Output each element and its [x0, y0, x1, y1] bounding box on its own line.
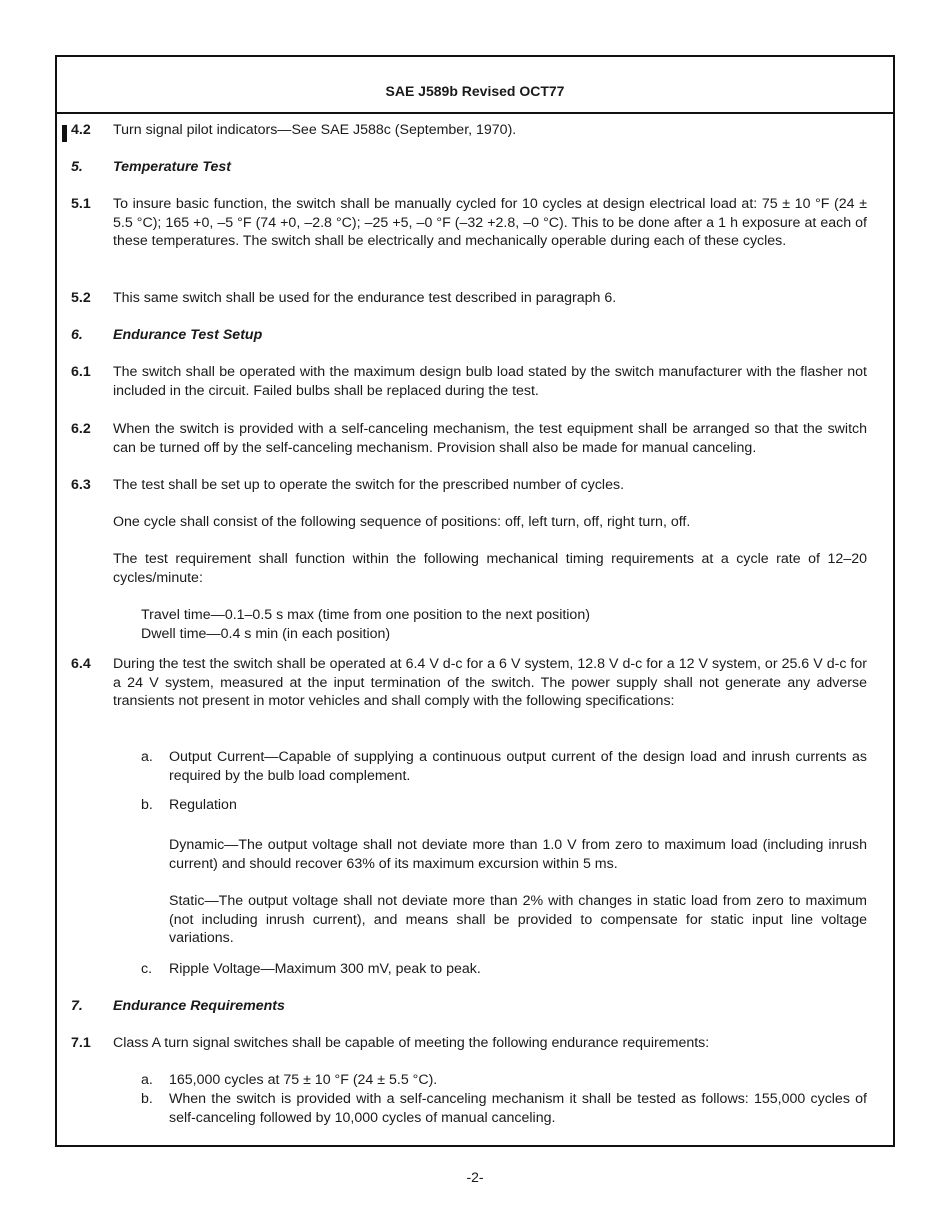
section-text: Class A turn signal switches shall be capable of meeting the following endurance requirements:: [113, 1035, 710, 1051]
list-label: b.: [141, 797, 153, 813]
section-heading: Temperature Test: [113, 159, 232, 175]
paragraph: Static—The output voltage shall not deviate more than 2% with changes in static load from zero to maximum (not including inrush current), and means shall be provided to compensate for static input line voltage variations.: [169, 893, 867, 946]
section-text: The switch shall be operated with the maximum design bulb load stated by the switch manufacturer with the flasher not included in the circuit. Failed bulbs shall be replaced during the test.: [113, 364, 867, 399]
section-number: 6.4: [71, 656, 91, 672]
section-text: The test shall be set up to operate the switch for the prescribed number of cycles.: [113, 477, 625, 493]
section-text: To insure basic function, the switch shall be manually cycled for 10 cycles at design electrical load at: 75 ± 10 °F (24 ± 5.5 °C); 165 +0, –5 °F (74 +0, –2.8 °C); –25 +5, –0 °F (–32 +2.8, –0 °C). This to be done after a 1 h exposure at each of these temperatures. The switch shall be electrically and mechanically operable during each of these cycles.: [113, 196, 867, 249]
travel-time: Travel time—0.1–0.5 s max (time from one position to the next position): [141, 607, 590, 623]
section-text: When the switch is provided with a self-canceling mechanism, the test equipment shall be arranged so that the switch can be turned off by the self-canceling mechanism. Provision shall also be made for manual canceling.: [113, 421, 867, 456]
section-text: This same switch shall be used for the endurance test described in paragraph 6.: [113, 290, 617, 306]
document-header: [57, 57, 893, 114]
list-text: When the switch is provided with a self-canceling mechanism it shall be tested as follows: 155,000 cycles of self-canceling followed by 10,000 cycles of manual canceling.: [169, 1091, 867, 1126]
document-frame: [55, 55, 895, 1147]
section-number: 4.2: [71, 122, 91, 138]
document-title: SAE J589b Revised OCT77: [385, 83, 565, 99]
list-label: b.: [141, 1091, 153, 1107]
page-number: -2-: [466, 1169, 484, 1185]
section-number: 5.1: [71, 196, 91, 212]
list-text: 165,000 cycles at 75 ± 10 °F (24 ± 5.5 °C).: [169, 1072, 438, 1088]
section-number: 7.: [71, 998, 83, 1014]
section-text: During the test the switch shall be operated at 6.4 V d-c for a 6 V system, 12.8 V d-c for a 12 V system, or 25.6 V d-c for a 24 V system, measured at the input termination of the switch. The power supply shall not generate any adverse transients not present in motor vehicles and shall comply with the following specifications:: [113, 656, 867, 709]
list-label: a.: [141, 749, 153, 765]
list-text: Ripple Voltage—Maximum 300 mV, peak to peak.: [169, 961, 481, 977]
section-number: 6.: [71, 327, 83, 343]
section-number: 6.3: [71, 477, 91, 493]
list-text: Regulation: [169, 797, 237, 813]
paragraph: One cycle shall consist of the following sequence of positions: off, left turn, off, right turn, off.: [113, 514, 691, 530]
section-number: 5.2: [71, 290, 91, 306]
list-label: a.: [141, 1072, 153, 1088]
section-heading: Endurance Test Setup: [113, 327, 263, 343]
paragraph: Dynamic—The output voltage shall not deviate more than 1.0 V from zero to maximum load (including inrush current) and should recover 63% of its maximum excursion within 5 ms.: [169, 837, 867, 872]
section-number: 5.: [71, 159, 83, 175]
section-text: Turn signal pilot indicators—See SAE J588c (September, 1970).: [113, 122, 517, 138]
dwell-time: Dwell time—0.4 s min (in each position): [141, 626, 391, 642]
paragraph: The test requirement shall function within the following mechanical timing requirements at a cycle rate of 12–20 cycles/minute:: [113, 551, 867, 586]
section-number: 6.1: [71, 364, 91, 380]
section-number: 6.2: [71, 421, 91, 437]
list-label: c.: [141, 961, 153, 977]
section-heading: Endurance Requirements: [113, 998, 285, 1014]
section-number: 7.1: [71, 1035, 91, 1051]
list-text: Output Current—Capable of supplying a continuous output current of the design load and inrush currents as required by the bulb load complement.: [169, 749, 867, 784]
change-bar: [62, 125, 67, 142]
